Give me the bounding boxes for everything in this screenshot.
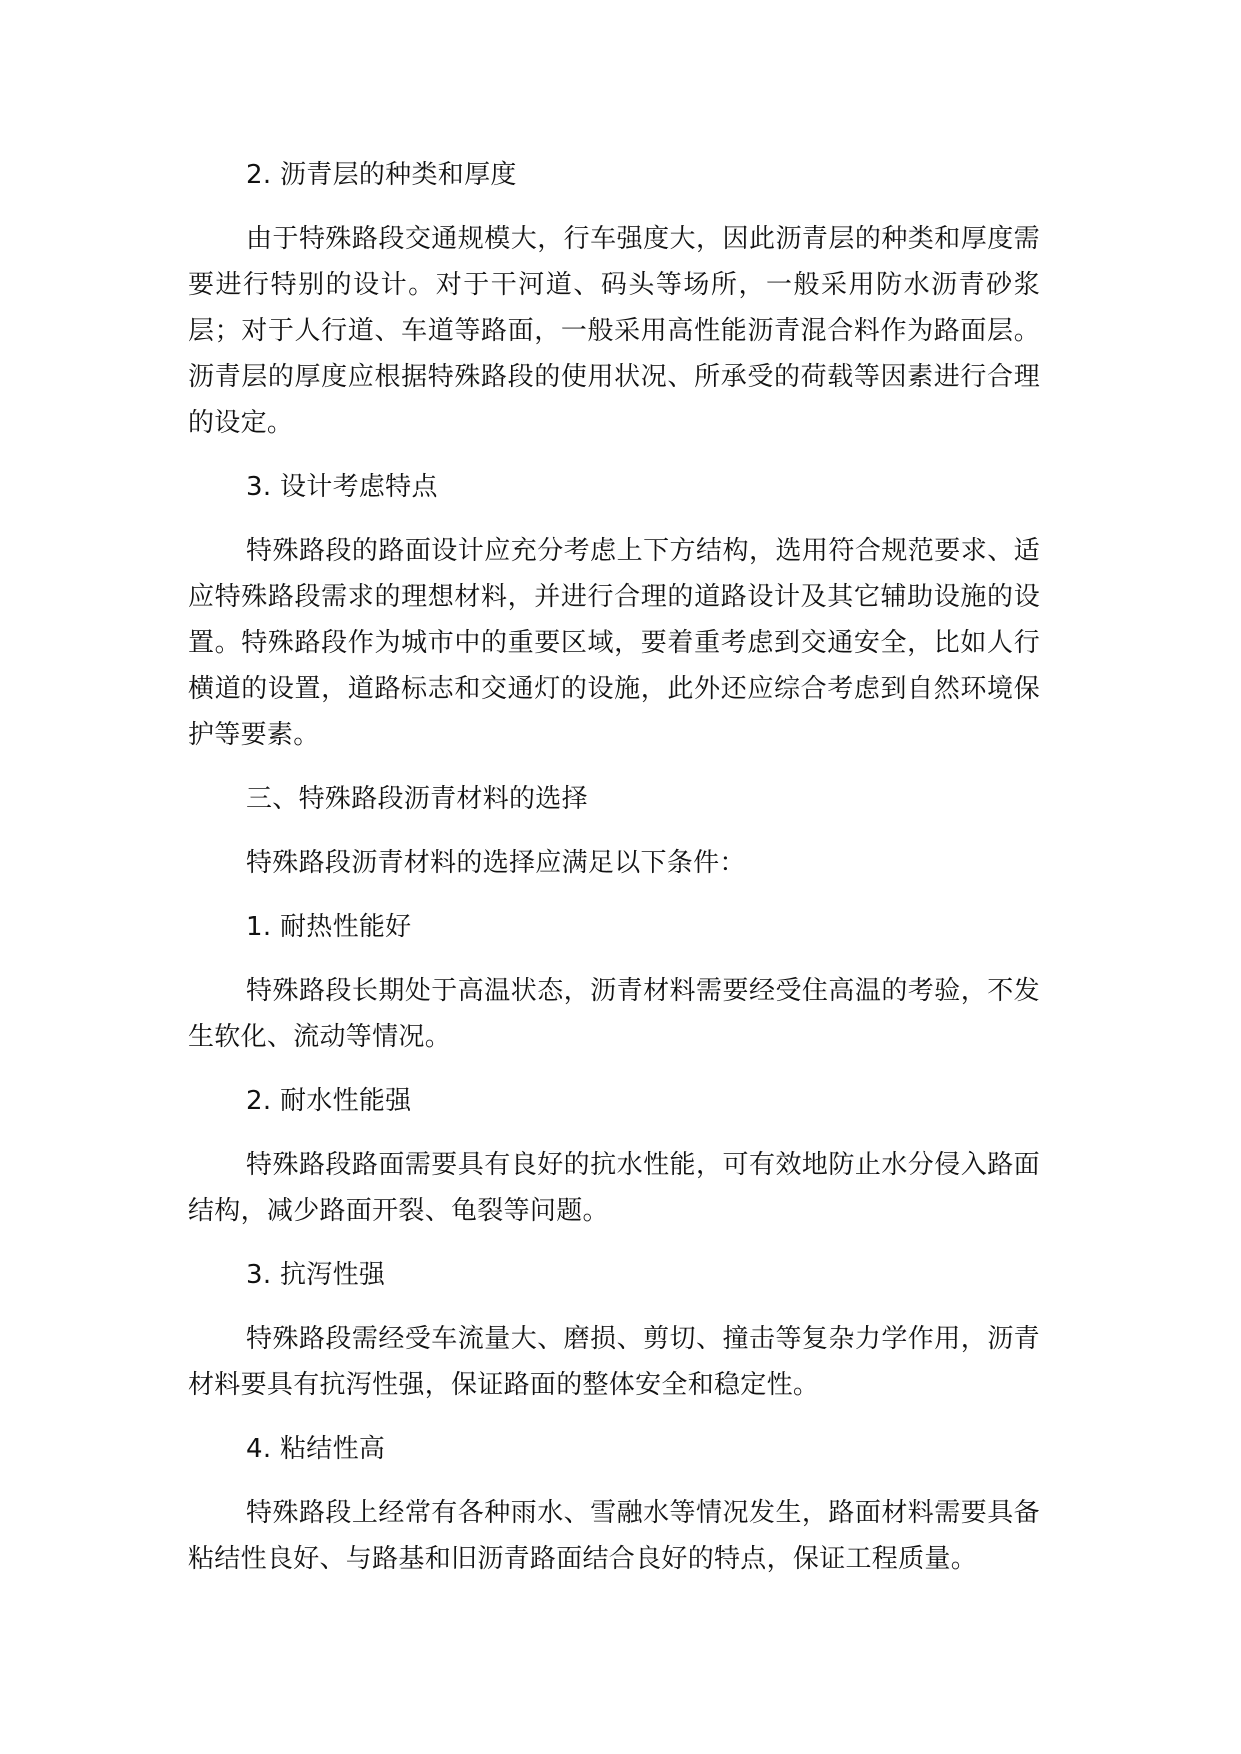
chapter-heading-material-selection: 三、特殊路段沥青材料的选择 [246, 784, 588, 814]
paragraph-adhesion: 特殊路段上经常有各种雨水、雪融水等情况发生，路面材料需要具备粘结性良好、与路基和旧沥青路面结合良好的特点，保证工程质量。 [188, 1498, 1040, 1574]
document-page [188, 152, 1040, 1600]
paragraph-anti-shear: 特殊路段需经受车流量大、磨损、剪切、撞击等复杂力学作用，沥青材料要具有抗泻性强，保证路面的整体安全和稳定性。 [188, 1324, 1040, 1400]
paragraph-water-resistance: 特殊路段路面需要具有良好的抗水性能，可有效地防止水分侵入路面结构，减少路面开裂、龟裂等问题。 [188, 1150, 1040, 1226]
section-heading-anti-shear: 3. 抗泻性强 [246, 1260, 386, 1290]
section-heading-adhesion: 4. 粘结性高 [246, 1434, 386, 1464]
paragraph-heat-resistance: 特殊路段长期处于高温状态，沥青材料需要经受住高温的考验，不发生软化、流动等情况。 [188, 976, 1040, 1052]
section-heading-water-resistance: 2. 耐水性能强 [246, 1086, 412, 1116]
paragraph-selection-conditions: 特殊路段沥青材料的选择应满足以下条件： [246, 848, 746, 878]
section-heading-heat-resistance: 1. 耐热性能好 [246, 912, 412, 942]
paragraph-asphalt-type: 由于特殊路段交通规模大，行车强度大，因此沥青层的种类和厚度需要进行特别的设计。对于干河道、码头等场所，一般采用防水沥青砂浆层；对于人行道、车道等路面，一般采用高性能沥青混合料作为路面层。沥青层的厚度应根据特殊路段的使用状况、所承受的荷载等因素进行合理的设定。 [188, 224, 1040, 438]
section-heading-design-features: 3. 设计考虑特点 [246, 472, 438, 502]
section-heading-asphalt-type: 2. 沥青层的种类和厚度 [246, 160, 517, 190]
paragraph-design-features: 特殊路段的路面设计应充分考虑上下方结构，选用符合规范要求、适应特殊路段需求的理想材料，并进行合理的道路设计及其它辅助设施的设置。特殊路段作为城市中的重要区域，要着重考虑到交通安全，比如人行横道的设置，道路标志和交通灯的设施，此外还应综合考虑到自然环境保护等要素。 [188, 536, 1040, 750]
